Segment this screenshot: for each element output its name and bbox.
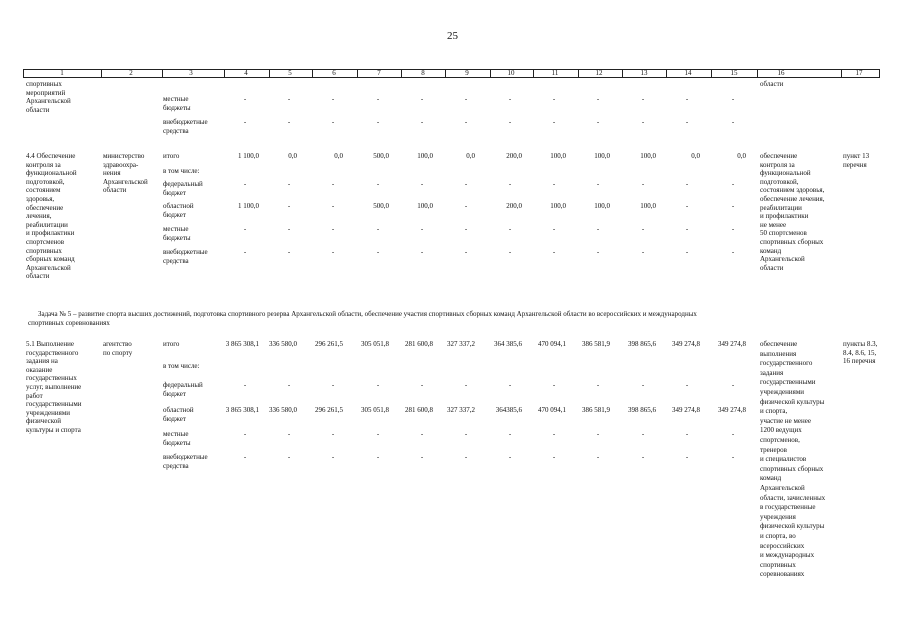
column-number: 9: [465, 69, 469, 77]
s44-value: -: [287, 202, 291, 210]
s51-col16-text: в государственные: [760, 503, 816, 512]
s44-value: -: [731, 180, 735, 188]
s51-funding-label: итого: [163, 340, 180, 348]
column-number: 10: [507, 69, 515, 77]
s51-col16-text: спортсменов,: [760, 436, 800, 444]
s44-value: 1 100,0: [238, 202, 259, 210]
s51-value: -: [641, 381, 645, 389]
s44-col2-text: здравоохра-: [103, 160, 139, 169]
s44-funding-label: средства: [163, 256, 189, 265]
s44-value: -: [376, 225, 380, 233]
task-5-heading: [28, 310, 888, 328]
s51-col16-text: физической культуры: [760, 522, 825, 531]
s44-value: -: [376, 248, 380, 256]
cont-value: -: [552, 95, 556, 103]
s44-col1-text: 4.4 Обеспечение: [26, 152, 76, 160]
cont-value: -: [376, 118, 380, 126]
cont-value: -: [464, 118, 468, 126]
s51-value: -: [508, 430, 512, 438]
s44-funding-label: бюджет: [163, 210, 186, 219]
s51-value: 398 865,6: [628, 406, 656, 414]
s51-col2-text: по спорту: [103, 348, 133, 357]
s51-col16-text: выполнения: [760, 349, 797, 358]
s44-col1-text: Архангельской: [26, 263, 71, 272]
s51-value: 305 051,8: [361, 406, 389, 414]
column-number: 17: [855, 69, 863, 77]
s44-value: 200,0: [506, 202, 522, 210]
s51-value: -: [685, 381, 689, 389]
s44-value: 100,0: [594, 202, 610, 210]
s51-col16-text: задания: [760, 368, 784, 377]
s44-col16-text: реабилитации: [760, 203, 802, 212]
s51-col1-text: государственного: [26, 348, 79, 357]
cont-value: -: [331, 118, 335, 126]
s44-value: -: [552, 248, 556, 256]
s44-value: -: [508, 225, 512, 233]
page-number: 25: [447, 30, 458, 42]
s51-value: 327 337,2: [447, 340, 475, 348]
s44-col16-text: обеспечение лечения,: [760, 195, 825, 203]
cont-col1-text: области: [26, 105, 50, 114]
s44-value: -: [552, 225, 556, 233]
column-number: 16: [777, 69, 785, 77]
s51-col16-text: и спорта,: [760, 407, 788, 416]
s44-col16-text: функциональной: [760, 169, 811, 178]
s44-value: -: [243, 225, 247, 233]
s44-value: -: [464, 180, 468, 188]
s44-col16-text: Архангельской: [760, 255, 805, 264]
s51-col1-text: физической: [26, 417, 61, 426]
column-number: 12: [595, 69, 603, 77]
s51-funding-label: в том числе:: [163, 362, 200, 370]
s51-col16-text: команд: [760, 474, 782, 483]
s44-funding-label: местные: [163, 225, 189, 233]
column-separator: [101, 70, 102, 78]
s51-value: 3 865 308,1: [225, 406, 259, 414]
cont-value: -: [731, 95, 735, 103]
s44-value: -: [243, 180, 247, 188]
s44-col1-text: и профилактики: [26, 229, 75, 238]
s44-col16-text: области: [760, 263, 784, 272]
s51-value: 470 094,1: [538, 406, 566, 414]
s44-funding-label: бюджеты: [163, 233, 191, 242]
s51-value: -: [376, 453, 380, 461]
cont-value: -: [464, 95, 468, 103]
s44-value: 500,0: [373, 152, 389, 160]
column-number: 1: [60, 69, 64, 77]
s44-funding-label: бюджет: [163, 188, 186, 197]
s44-value: -: [685, 202, 689, 210]
s44-value: 100,0: [640, 202, 656, 210]
cont-value: -: [596, 118, 600, 126]
s51-value: 336 580,0: [269, 406, 297, 414]
s51-value: -: [552, 430, 556, 438]
s44-value: 0,0: [288, 152, 297, 160]
s51-value: -: [596, 381, 600, 389]
cont-value: -: [376, 95, 380, 103]
s51-value: -: [420, 453, 424, 461]
s44-value: 0,0: [334, 152, 343, 160]
s44-col1-text: обеспечение: [26, 203, 64, 212]
cont-funding-label: бюджеты: [163, 103, 191, 112]
s51-funding-label: внебюджетные: [163, 453, 208, 461]
s51-value: -: [331, 453, 335, 461]
s51-value: 327 337,2: [447, 406, 475, 414]
s51-value: 296 261,5: [315, 406, 343, 414]
cont-funding-label: внебюджетные: [163, 118, 208, 126]
cont-value: -: [685, 118, 689, 126]
column-separator: [841, 70, 842, 78]
s44-col16-text: и профилактики: [760, 212, 809, 221]
column-number: 5: [288, 69, 292, 77]
s44-col2-text: нения: [103, 169, 121, 178]
cont-value: -: [508, 95, 512, 103]
s44-col1-text: реабилитации: [26, 220, 68, 229]
s44-col1-text: здоровья,: [26, 195, 55, 203]
s44-value: -: [464, 202, 468, 210]
s44-value: -: [685, 225, 689, 233]
s51-col16-text: 1200 ведущих: [760, 426, 802, 435]
s44-value: -: [641, 225, 645, 233]
s51-col2-text: агентство: [103, 340, 132, 348]
s51-value: 296 261,5: [315, 340, 343, 348]
s44-value: 1 100,0: [238, 152, 259, 160]
s44-value: -: [508, 180, 512, 188]
s44-col1-text: спортсменов: [26, 238, 65, 246]
s51-col1-text: культуры и спорта: [26, 426, 81, 434]
s44-col2-text: области: [103, 186, 127, 195]
s51-value: -: [731, 381, 735, 389]
column-number: 14: [684, 69, 692, 77]
s51-col16-text: Архангельской: [760, 484, 805, 492]
cont-funding-label: местные: [163, 95, 189, 103]
cont-col1-text: спортивных: [26, 80, 62, 88]
cont-col1-text: Архангельской: [26, 97, 71, 106]
cont-funding-label: средства: [163, 126, 189, 135]
s51-col16-text: учреждения: [760, 512, 796, 521]
s51-funding-label: бюджеты: [163, 438, 191, 447]
column-number: 8: [421, 69, 425, 77]
s51-value: -: [596, 430, 600, 438]
s44-value: -: [731, 225, 735, 233]
column-separator: [757, 70, 758, 78]
s51-value: -: [464, 430, 468, 438]
column-separator: [711, 70, 712, 78]
s44-value: -: [552, 180, 556, 188]
column-number: 11: [551, 69, 559, 77]
s51-funding-label: местные: [163, 430, 189, 438]
s44-col16-text: подготовкой,: [760, 177, 799, 186]
column-separator: [578, 70, 579, 78]
s51-value: -: [331, 430, 335, 438]
s51-value: -: [731, 453, 735, 461]
column-separator: [666, 70, 667, 78]
column-number: 15: [730, 69, 738, 77]
column-number: 6: [332, 69, 336, 77]
s44-col17-text: пункт 13: [843, 152, 870, 160]
s44-value: 200,0: [506, 152, 522, 160]
s51-value: -: [243, 381, 247, 389]
s51-value: -: [508, 453, 512, 461]
s51-col1-text: услуг, выполнение: [26, 383, 82, 391]
s44-value: 0,0: [691, 152, 700, 160]
s51-col16-text: всероссийских: [760, 541, 805, 550]
s44-col1-text: сборных команд: [26, 255, 75, 264]
s44-col17-text: перечня: [843, 160, 867, 169]
s51-col16-text: спортивных сборных: [760, 464, 824, 473]
s44-value: -: [331, 225, 335, 233]
s51-value: -: [420, 430, 424, 438]
s44-value: -: [731, 248, 735, 256]
s44-col1-text: подготовкой,: [26, 177, 65, 186]
cont-value: -: [331, 95, 335, 103]
s51-value: -: [420, 381, 424, 389]
s44-value: -: [287, 180, 291, 188]
s51-value: -: [287, 453, 291, 461]
s51-value: -: [641, 453, 645, 461]
s44-value: -: [331, 180, 335, 188]
s44-value: -: [243, 248, 247, 256]
cont-col1-text: мероприятий: [26, 88, 66, 97]
s44-funding-label: федеральный: [163, 180, 203, 188]
s51-value: -: [287, 430, 291, 438]
s51-col17-text: пункты 8.3,: [843, 340, 878, 348]
s51-col16-text: тренеров: [760, 445, 787, 454]
s44-col1-text: контроля за: [26, 160, 61, 169]
s44-funding-label: итого: [163, 152, 180, 160]
s44-col1-text: состоянием: [26, 186, 61, 195]
s51-value: 281 600,8: [405, 406, 433, 414]
s51-funding-label: областной: [163, 406, 194, 414]
column-number-header: [23, 69, 880, 78]
s51-value: -: [331, 381, 335, 389]
cont-value: -: [596, 95, 600, 103]
s51-col17-text: 16 перечня: [843, 357, 876, 366]
s44-col16-text: обеспечение: [760, 152, 798, 160]
s51-value: 364385,6: [495, 406, 522, 414]
s51-col16-text: и международных: [760, 551, 815, 560]
column-number: 4: [244, 69, 248, 77]
s44-col2-text: министерство: [103, 152, 145, 160]
s44-value: -: [641, 180, 645, 188]
column-separator: [622, 70, 623, 78]
column-separator: [224, 70, 225, 78]
s51-value: 281 600,8: [405, 340, 433, 348]
s51-col16-text: соревнованиях: [760, 570, 805, 579]
s51-col16-text: и специалистов: [760, 455, 807, 464]
s44-value: 100,0: [417, 202, 433, 210]
s51-value: -: [287, 381, 291, 389]
s44-value: 100,0: [550, 202, 566, 210]
s44-col16-text: 50 спортсменов: [760, 229, 807, 238]
s44-value: -: [420, 225, 424, 233]
s51-funding-label: бюджет: [163, 389, 186, 398]
column-number: 13: [640, 69, 648, 77]
s51-value: -: [685, 430, 689, 438]
s51-value: -: [376, 430, 380, 438]
cont-value: -: [287, 118, 291, 126]
column-separator: [490, 70, 491, 78]
s51-col1-text: государственных: [26, 374, 77, 383]
s44-value: -: [731, 202, 735, 210]
s44-col16-text: не менее: [760, 220, 787, 229]
s44-funding-label: в том числе:: [163, 167, 200, 175]
column-separator: [401, 70, 402, 78]
cont-value: -: [641, 118, 645, 126]
s51-value: 305 051,8: [361, 340, 389, 348]
s51-value: 349 274,8: [718, 340, 746, 348]
cont-col16-text: области: [760, 80, 784, 88]
s51-col16-text: учреждениями: [760, 388, 805, 396]
s51-col16-text: участие не менее: [760, 416, 811, 425]
s51-value: 3 865 308,1: [225, 340, 259, 348]
s44-value: -: [287, 225, 291, 233]
s44-value: -: [508, 248, 512, 256]
s44-value: -: [596, 225, 600, 233]
s44-col1-text: области: [26, 272, 50, 281]
s51-col16-text: спортивных: [760, 560, 796, 569]
s44-col16-text: спортивных сборных: [760, 238, 824, 246]
task-5-line-1: Задача № 5 – развитие спорта высших достижений, подготовка спортивного резерва Архангельской области, обеспечение участия спортивных сборных команд Архангельской области во всероссийских и международных: [38, 310, 697, 318]
s51-value: 364 385,6: [494, 340, 522, 348]
s51-value: -: [243, 453, 247, 461]
s51-col16-text: физической культуры: [760, 397, 825, 406]
s44-value: -: [331, 248, 335, 256]
s44-value: -: [685, 248, 689, 256]
column-number: 7: [377, 69, 381, 77]
s44-funding-label: внебюджетные: [163, 248, 208, 256]
s44-col16-text: команд: [760, 246, 782, 255]
s44-value: -: [420, 180, 424, 188]
s51-value: 336 580,0: [269, 340, 297, 348]
s44-value: 500,0: [373, 202, 389, 210]
s51-value: -: [552, 381, 556, 389]
s51-col16-text: области, зачисленных: [760, 493, 826, 502]
s44-value: -: [596, 248, 600, 256]
s51-col1-text: государственными: [26, 400, 82, 409]
s44-value: 100,0: [417, 152, 433, 160]
s51-funding-label: бюджет: [163, 414, 186, 423]
s51-col16-text: государственного: [760, 359, 813, 368]
s51-col1-text: оказание: [26, 365, 53, 374]
s44-value: -: [376, 180, 380, 188]
s51-col16-text: обеспечение: [760, 340, 798, 348]
s51-funding-label: федеральный: [163, 381, 203, 389]
s44-value: -: [685, 180, 689, 188]
s44-col2-text: Архангельской: [103, 177, 148, 186]
cont-value: -: [420, 95, 424, 103]
cont-value: -: [243, 118, 247, 126]
cont-value: -: [685, 95, 689, 103]
s51-value: 349 274,8: [718, 406, 746, 414]
s44-value: -: [464, 248, 468, 256]
cont-value: -: [508, 118, 512, 126]
s44-value: -: [641, 248, 645, 256]
s44-value: 0,0: [466, 152, 475, 160]
s51-col1-text: задания на: [26, 357, 58, 366]
s44-col1-text: функциональной: [26, 169, 77, 178]
s51-value: -: [376, 381, 380, 389]
s44-value: 100,0: [550, 152, 566, 160]
s51-value: -: [641, 430, 645, 438]
s44-funding-label: областной: [163, 202, 194, 210]
s51-value: -: [508, 381, 512, 389]
s44-value: -: [331, 202, 335, 210]
cont-value: -: [287, 95, 291, 103]
cont-value: -: [731, 118, 735, 126]
s44-col1-text: спортивных: [26, 246, 62, 255]
s51-value: -: [731, 430, 735, 438]
s51-value: 386 581,9: [582, 406, 610, 414]
s51-value: 386 581,9: [582, 340, 610, 348]
s44-value: -: [464, 225, 468, 233]
s51-col1-text: 5.1 Выполнение: [26, 340, 74, 348]
s51-col16-text: государственными: [760, 378, 816, 387]
column-number: 2: [129, 69, 133, 77]
s44-value: 0,0: [737, 152, 746, 160]
s51-value: -: [596, 453, 600, 461]
s51-value: -: [464, 453, 468, 461]
cont-value: -: [243, 95, 247, 103]
s44-col1-text: лечения,: [26, 212, 52, 221]
cont-value: -: [552, 118, 556, 126]
column-separator: [533, 70, 534, 78]
s44-value: -: [420, 248, 424, 256]
s51-value: -: [552, 453, 556, 461]
s51-col1-text: учреждениями: [26, 408, 71, 417]
s51-col1-text: работ: [26, 391, 43, 400]
s51-col17-text: 8.4, 8.6, 15,: [843, 348, 877, 357]
s51-value: 349 274,8: [672, 406, 700, 414]
s51-value: -: [685, 453, 689, 461]
column-separator: [162, 70, 163, 78]
s51-value: 470 094,1: [538, 340, 566, 348]
column-separator: [445, 70, 446, 78]
s44-value: 100,0: [640, 152, 656, 160]
cont-value: -: [420, 118, 424, 126]
cont-value: -: [641, 95, 645, 103]
s51-value: -: [464, 381, 468, 389]
s44-value: -: [596, 180, 600, 188]
column-number: 3: [189, 69, 193, 77]
s51-value: 398 865,6: [628, 340, 656, 348]
column-separator: [312, 70, 313, 78]
s44-col16-text: контроля за: [760, 160, 795, 169]
s51-value: -: [243, 430, 247, 438]
s51-value: 349 274,8: [672, 340, 700, 348]
s44-value: 100,0: [594, 152, 610, 160]
column-separator: [269, 70, 270, 78]
s44-col16-text: состоянием здоровья,: [760, 186, 825, 195]
column-separator: [357, 70, 358, 78]
s44-value: -: [287, 248, 291, 256]
s51-col16-text: и спорта, во: [760, 532, 796, 540]
s51-funding-label: средства: [163, 461, 189, 470]
task-5-line-2: спортивных соревнованиях: [28, 319, 110, 327]
